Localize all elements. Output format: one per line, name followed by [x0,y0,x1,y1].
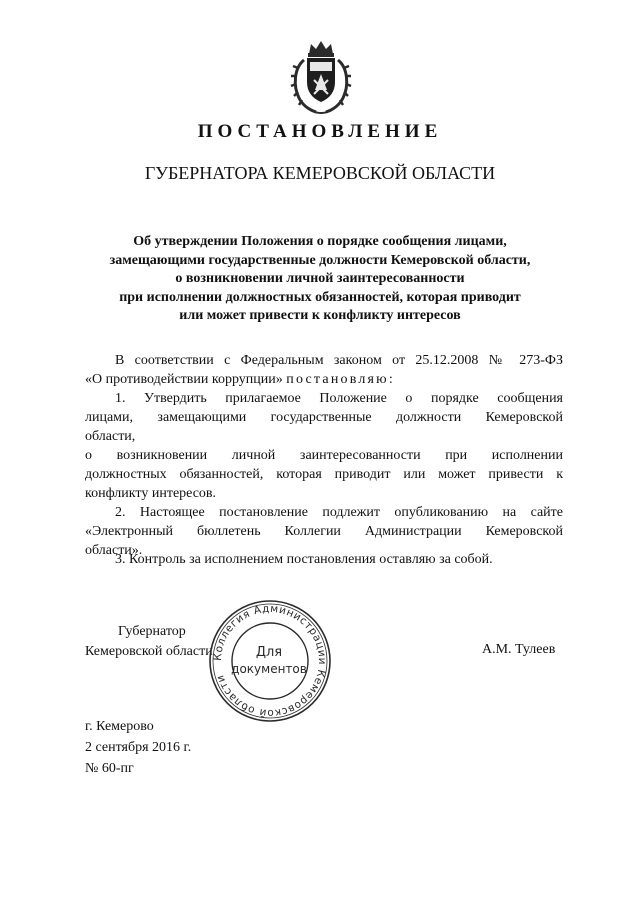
preamble-paragraph [85,351,563,389]
position-line: Губернатор [118,624,186,639]
body-line: 2. Настоящее постановление подлежит опубликованию на сайте [115,505,563,520]
stamp-center-line: документов [231,662,307,676]
item-3-paragraph [85,550,563,569]
subject-line: о возникновении личной заинтересованности [175,271,465,286]
body-line [85,370,563,389]
body-line: лицами, замещающими государственные должности Кемеровской [85,410,563,425]
body-line: конфликту интересов. [85,486,217,501]
issue-date: 2 сентября 2016 г. [85,740,192,755]
subject-line: замещающими государственные должности Кемеровской области, [109,252,531,268]
body-line: В соответствии с Федеральным законом от 25.12.2008 № 273-ФЗ [115,353,563,368]
document-footer [85,716,191,779]
document-number: № 60-пг [85,761,134,776]
document-type-title: ПОСТАНОВЛЕНИЕ [197,121,443,142]
body-line: должностных обязанностей, которая приводит или может привести к [85,467,563,482]
subject-line: при исполнении должностных обязанностей, которая приводит [119,289,521,305]
document-subject [80,233,560,326]
body-line: 1. Утвердить прилагаемое Положение о порядке сообщения [115,391,563,406]
kemerovo-coat-of-arms-icon [290,38,352,116]
subject-line: Об утверждении Положения о порядке сообщения лицами, [133,234,507,249]
signatory-position [85,622,213,662]
signatory-name: А.М. Тулеев [482,642,556,657]
body-line: области». [85,543,143,558]
item-1-paragraph [85,389,563,503]
body-line: области, [85,429,136,444]
stamp-ring-text: Коллегия Администрации Кемеровской области [211,602,329,720]
svg-text:Коллегия Администрации Кемеров [212,603,328,719]
subject-line: или может привести к конфликту интересов [179,308,461,323]
body-line: «Электронный бюллетень Коллегии Администрации Кемеровской [85,524,563,539]
official-stamp [207,598,333,724]
body-line: о возникновении личной заинтересованности при исполнении [85,448,563,463]
issue-city: г. Кемерово [85,719,154,734]
resolve-word: постановляю: [286,372,395,387]
position-line: Кемеровской области [85,644,213,659]
issuer-title: ГУБЕРНАТОРА КЕМЕРОВСКОЙ ОБЛАСТИ [144,163,496,183]
body-line: 3. Контроль за исполнением постановления оставляю за собой. [115,552,493,567]
stamp-center-line: Для [255,645,283,660]
law-name: «О противодействии коррупции» [85,372,287,387]
